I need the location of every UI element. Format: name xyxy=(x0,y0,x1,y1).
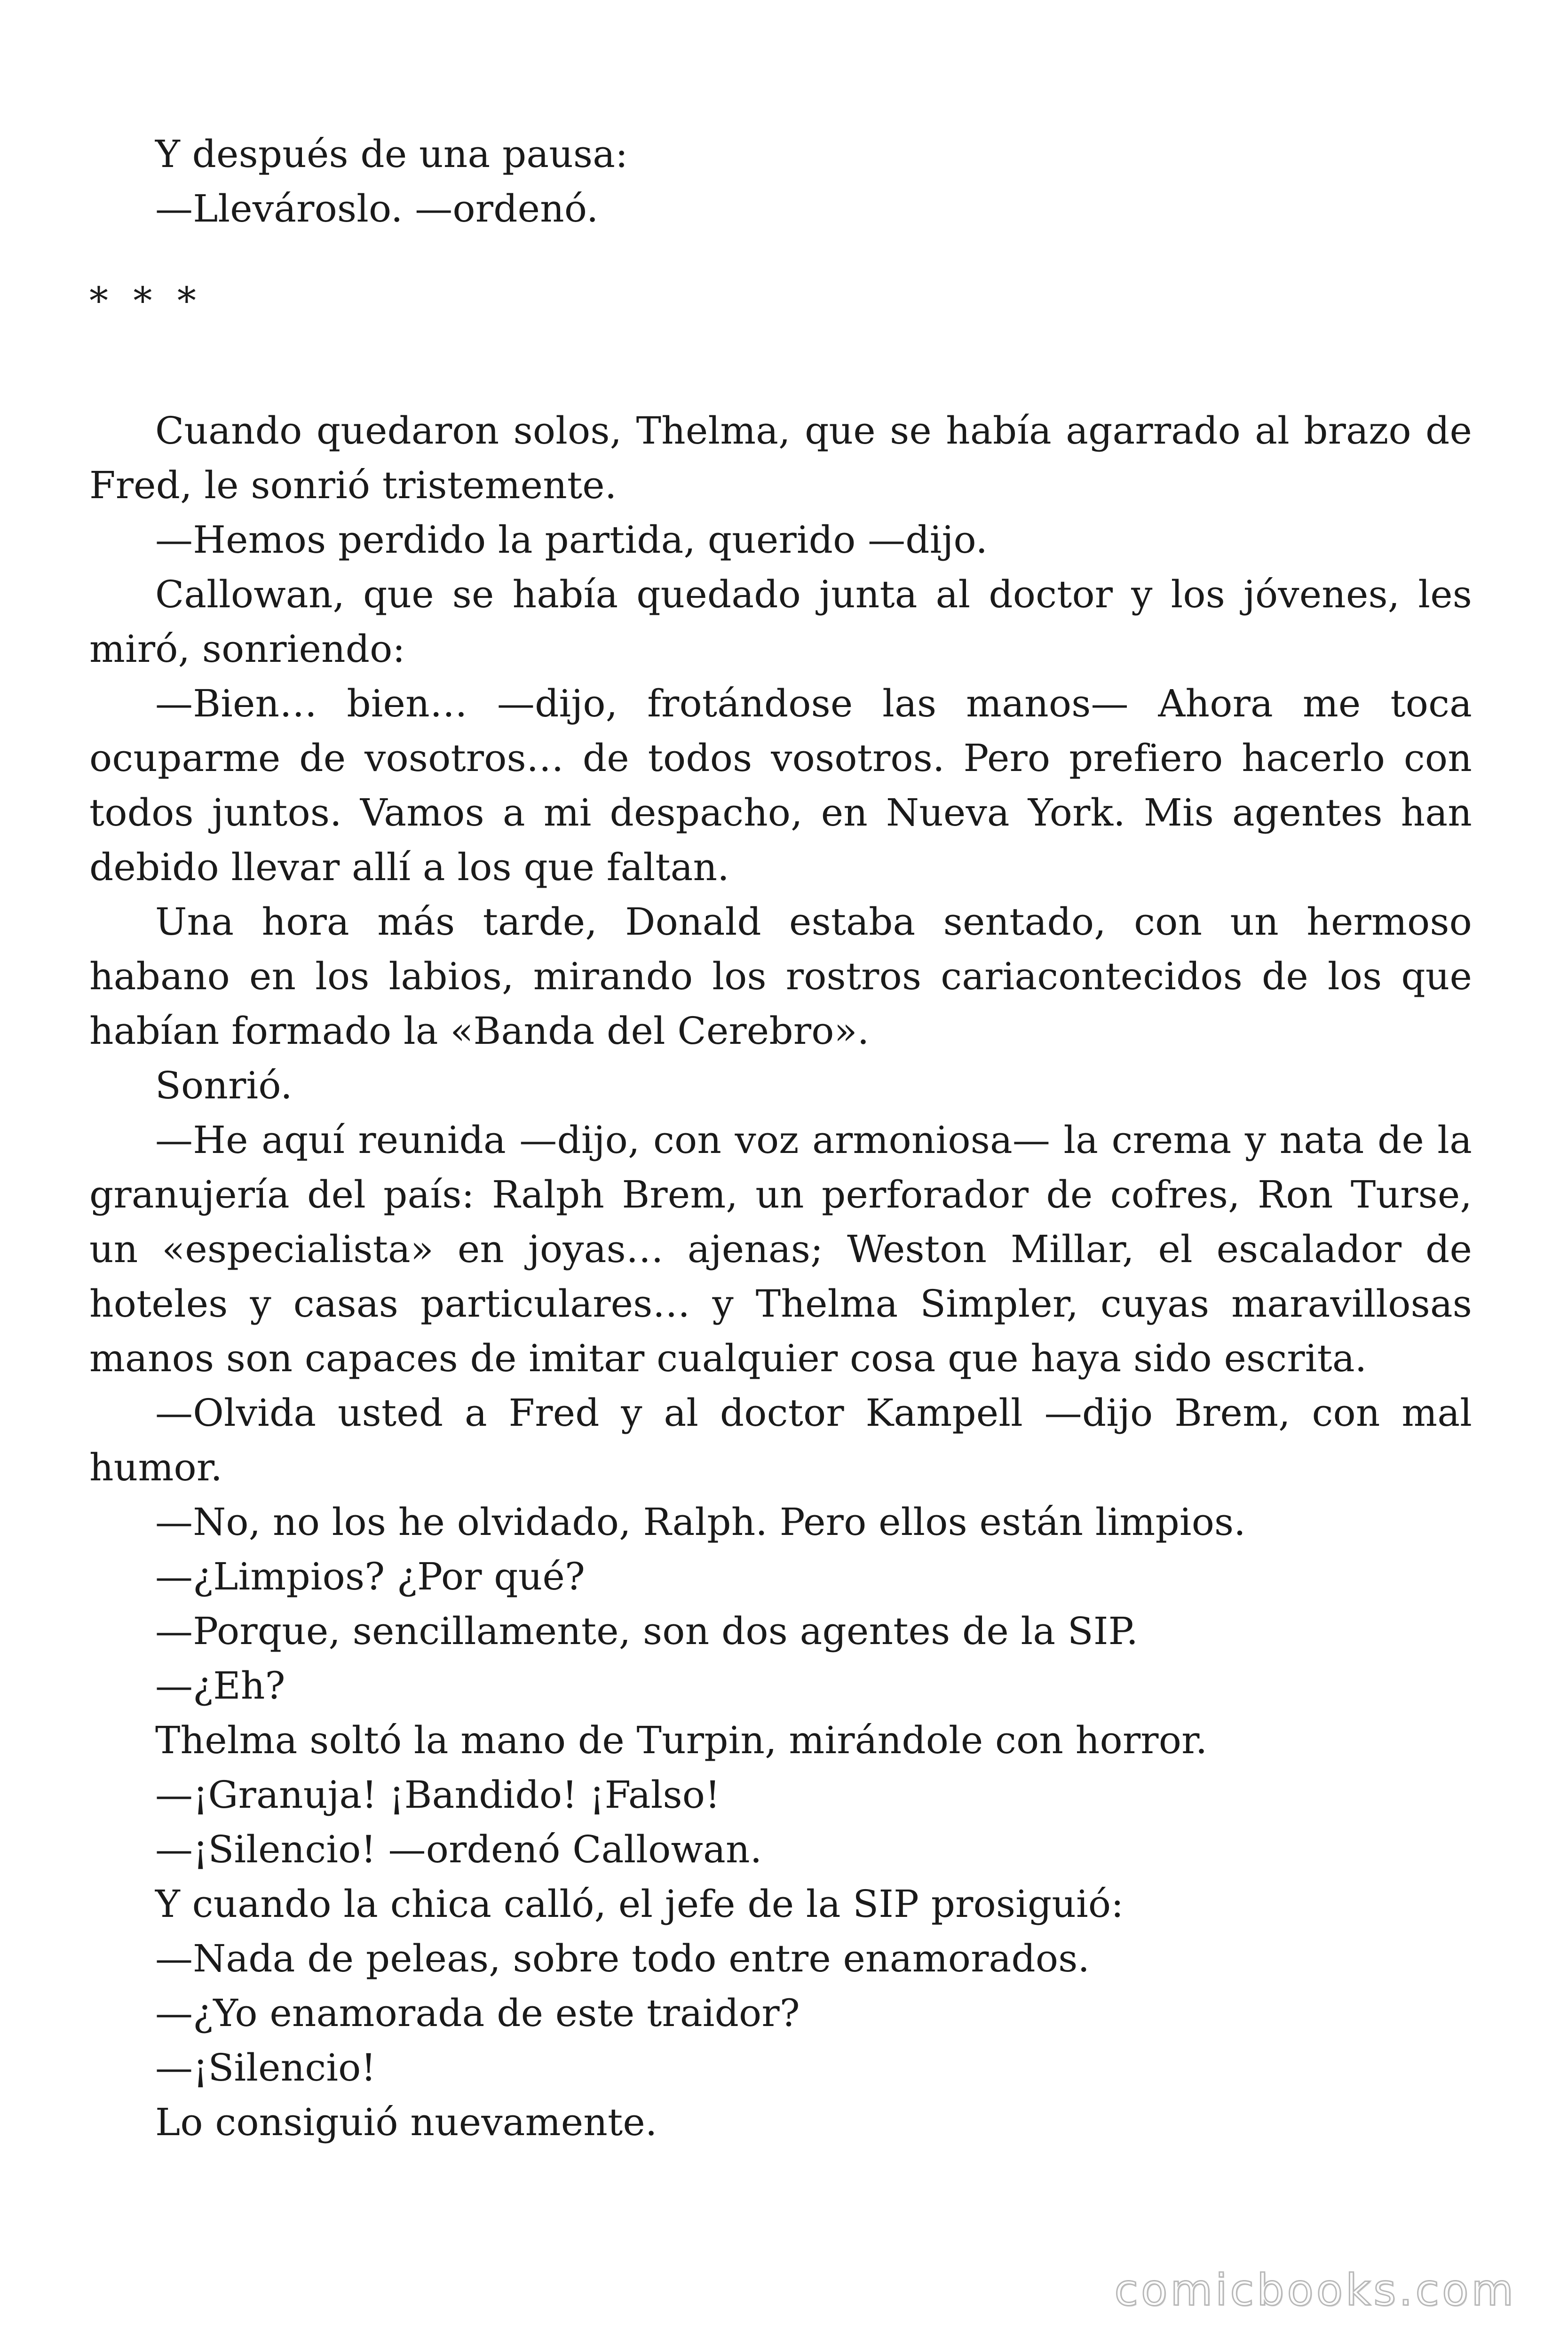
paragraph: —He aquí reunida —dijo, con voz armoniosa— la crema y nata de la granujería del país: Ralph Brem, un perforador de cofres, Ron Turse, un «especialista» en joyas… ajenas; Weston Millar, el escalador de hoteles y casas particulares… y Thelma Simpler, cuyas maravillosas manos son capaces de imitar cualquier cosa que haya sido escrita. xyxy=(89,1118,1472,1380)
paragraph: Cuando quedaron solos, Thelma, que se había agarrado al brazo de Fred, le sonrió tristemente. xyxy=(89,409,1472,507)
paragraph: Sonrió. xyxy=(155,1064,293,1107)
paragraph: —Olvida usted a Fred y al doctor Kampell —dijo Brem, con mal humor. xyxy=(89,1391,1472,1489)
paragraph: Thelma soltó la mano de Turpin, mirándole con horror. xyxy=(155,1718,1208,1762)
paragraph: Y cuando la chica calló, el jefe de la SIP prosiguió: xyxy=(155,1882,1124,1926)
paragraph: —¡Silencio! —ordenó Callowan. xyxy=(155,1828,762,1871)
paragraph: —Porque, sencillamente, son dos agentes de la SIP. xyxy=(155,1609,1139,1653)
paragraph: —¿Limpios? ¿Por qué? xyxy=(155,1555,586,1598)
scene-separator: * * * xyxy=(89,279,203,323)
site-watermark: comicbooks.com xyxy=(1114,2265,1516,2315)
paragraph: —¡Silencio! xyxy=(155,2046,376,2090)
paragraph: —¡Granuja! ¡Bandido! ¡Falso! xyxy=(155,1773,721,1817)
paragraph: —Bien… bien… —dijo, frotándose las manos— Ahora me toca ocuparme de vosotros… de todos vosotros. Pero prefiero hacerlo con todos juntos. Vamos a mi despacho, en Nueva York. Mis agentes han debido llevar allí a los que faltan. xyxy=(89,682,1472,889)
paragraph: Y después de una pausa: xyxy=(155,132,628,176)
paragraph: —¿Eh? xyxy=(155,1664,285,1708)
paragraph: —Nada de peleas, sobre todo entre enamorados. xyxy=(155,1937,1090,1980)
paragraph: —No, no los he olvidado, Ralph. Pero ellos están limpios. xyxy=(155,1500,1246,1544)
paragraph: —Hemos perdido la partida, querido —dijo. xyxy=(155,518,988,562)
paragraph: Callowan, que se había quedado junta al doctor y los jóvenes, les miró, sonriendo: xyxy=(89,572,1472,671)
paragraph: —¿Yo enamorada de este traidor? xyxy=(155,1991,800,2035)
paragraph: Lo consiguió nuevamente. xyxy=(155,2100,657,2144)
text-column xyxy=(89,127,1472,2150)
paragraph: Una hora más tarde, Donald estaba sentado, con un hermoso habano en los labios, mirando los rostros cariacontecidos de los que habían formado la «Banda del Cerebro». xyxy=(89,900,1472,1053)
paragraph: —Llevároslo. —ordenó. xyxy=(155,187,599,230)
